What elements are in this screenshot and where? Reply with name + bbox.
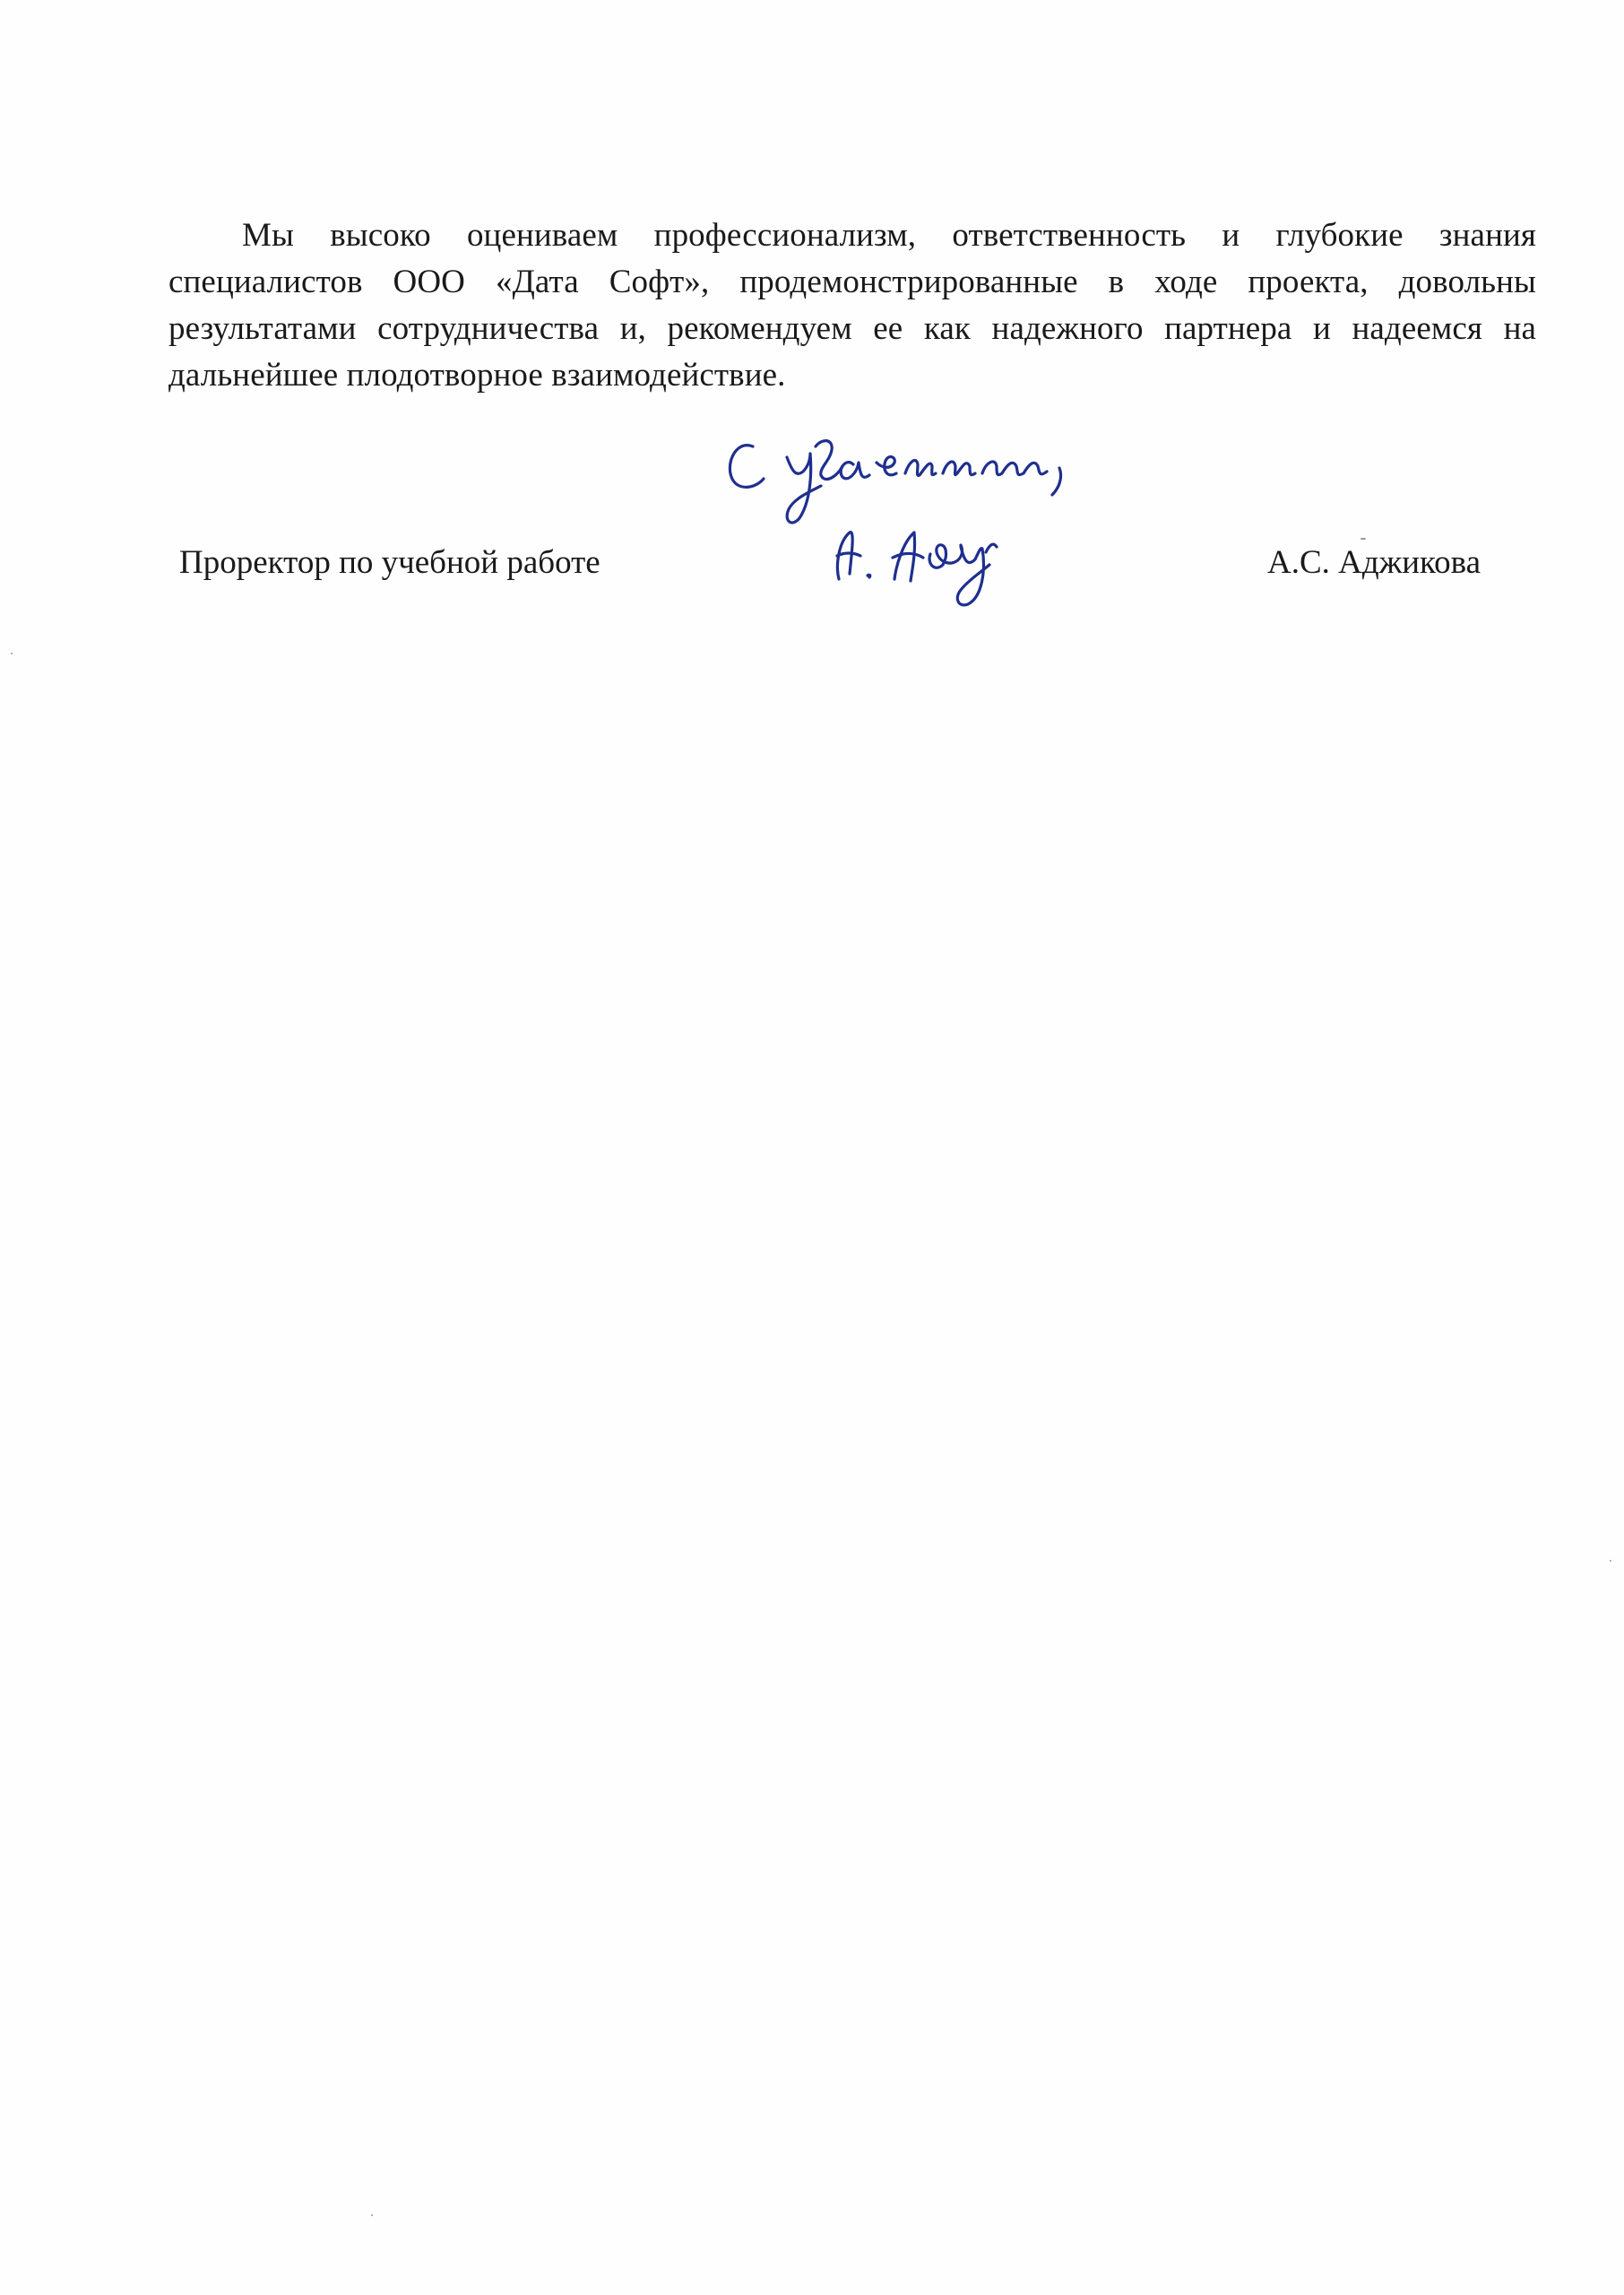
signer-name: А.С. Аджикова xyxy=(1267,544,1481,581)
signature-row xyxy=(0,536,1624,590)
scan-speck xyxy=(1361,538,1366,540)
body-paragraph: Мы высоко оцениваем профессионализм, ответственность и глубокие знания специалистов ООО «Дата Софт», продемонстрированные в ходе проекта, довольны результатами сотрудничества и, рекомендуем ее как надежного партнера и надеемся на дальнейшее плодотворное взаимодействие. xyxy=(168,217,1536,394)
signer-position-title: Проректор по учебной работе xyxy=(179,544,600,581)
scan-speck xyxy=(1610,1560,1611,1562)
scan-speck xyxy=(11,653,13,654)
scan-speck xyxy=(371,2214,373,2216)
